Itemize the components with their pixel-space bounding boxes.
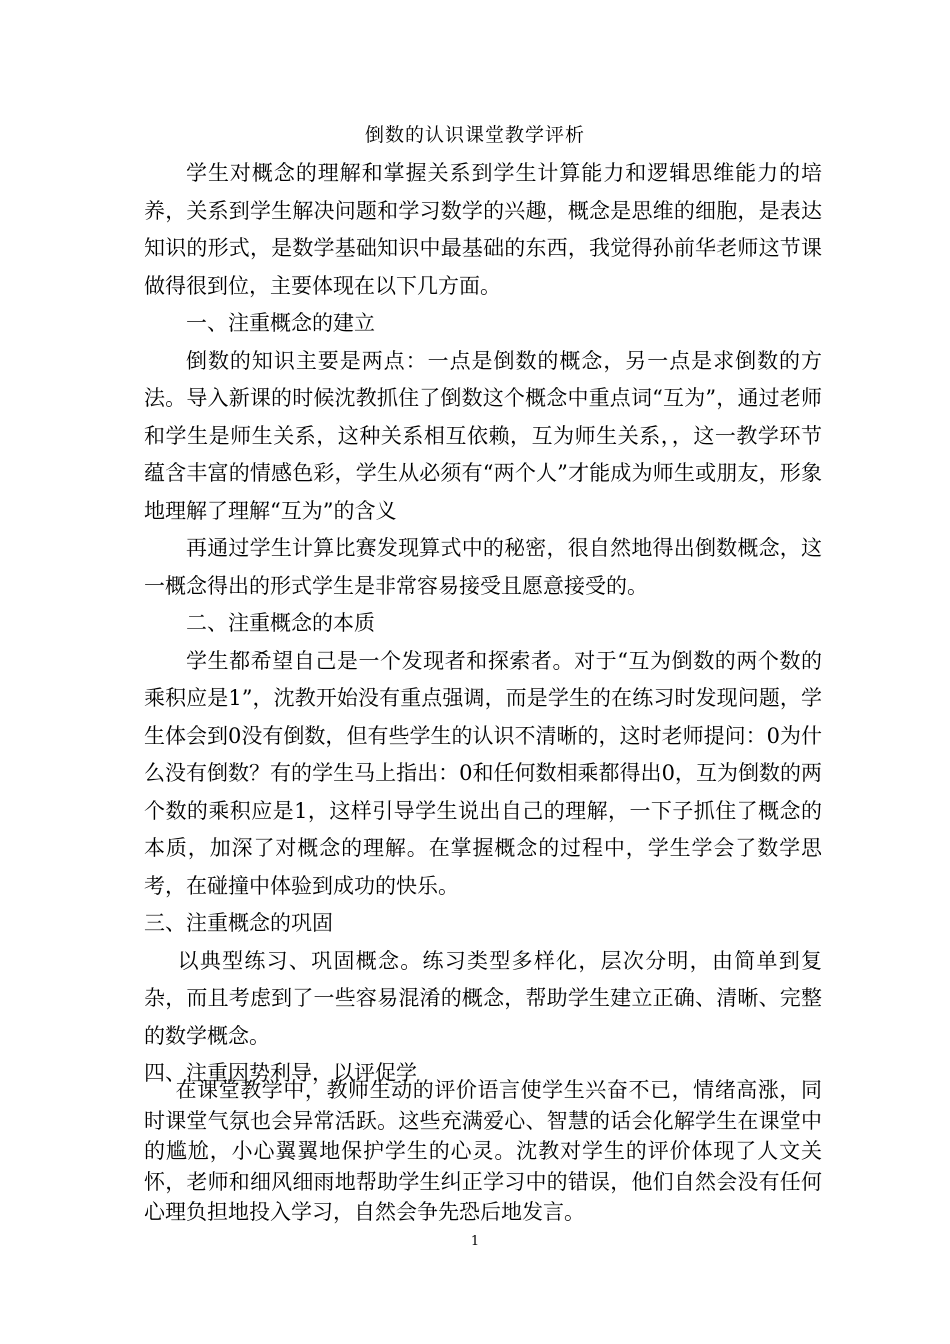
document-title: 倒数的认识课堂教学评析 — [364, 124, 585, 146]
intro-paragraph: 学生对概念的理解和掌握关系到学生计算能力和逻辑思维能力的培养，关系到学生解决问题和学习数学的兴趣，概念是思维的细胞，是表达知识的形式，是数学基础知识中最基础的东西，我觉得孙前华老师这节课做得很到位，主要体现在以下几方面。 — [144, 161, 822, 298]
document-body — [144, 155, 822, 1093]
section4-paragraph: 在课堂教学中，教师生动的评价语言使学生兴奋不已，情绪高涨，同时课堂气氛也会异常活跃。这些充满爱心、智慧的话会化解学生在课堂中的尴尬，小心翼翼地保护学生的心灵。沈教对学生的评价体现了人文关怀，老师和细风细雨地帮助学生纠正学习中的错误，他们自然会没有任何心理负担地投入学习，自然会争先恐后地发言。 — [144, 1078, 822, 1224]
section-heading-3: 三、注重概念的巩固 — [144, 911, 333, 935]
section2-paragraph: 学生都希望自己是一个发现者和探索者。对于“互为倒数的两个数的乘积应是1”，沈教开始没有重点强调，而是学生的在练习时发现问题，学生体会到0没有倒数，但有些学生的认识不清晰的，这时老师提问：0为什么没有倒数？有的学生马上指出：0和任何数相乘都得出0，互为倒数的两个数的乘积应是1，这样引导学生说出自己的理解，一下子抓住了概念的本质，加深了对概念的理解。在掌握概念的过程中，学生学会了数学思考，在碰撞中体验到成功的快乐。 — [144, 648, 822, 898]
section1-paragraph: 再通过学生计算比赛发现算式中的秘密，很自然地得出倒数概念，这一概念得出的形式学生是非常容易接受且愿意接受的。 — [144, 536, 822, 598]
section-heading-4: 四、注重因势利导，以评促学 — [144, 1061, 417, 1085]
section1-paragraph: 倒数的知识主要是两点：一点是倒数的概念，另一点是求倒数的方法。导入新课的时候沈教抓住了倒数这个概念中重点词“互为”，通过老师和学生是师生关系，这种关系相互依赖，互为师生关系，，这一教学环节蕴含丰富的情感色彩，学生从必须有“两个人”才能成为师生或朋友，形象地理解了理解“互为”的含义 — [144, 348, 822, 523]
page-number: 1 — [470, 1234, 480, 1249]
section4-body — [144, 1075, 822, 1228]
section-heading-2: 二、注重概念的本质 — [186, 611, 375, 635]
section-heading-1: 一、注重概念的建立 — [186, 311, 375, 335]
section3-paragraph: 以典型练习、巩固概念。练习类型多样化，层次分明，由简单到复杂，而且考虑到了一些容易混淆的概念，帮助学生建立正确、清晰、完整的数学概念。 — [144, 948, 822, 1048]
